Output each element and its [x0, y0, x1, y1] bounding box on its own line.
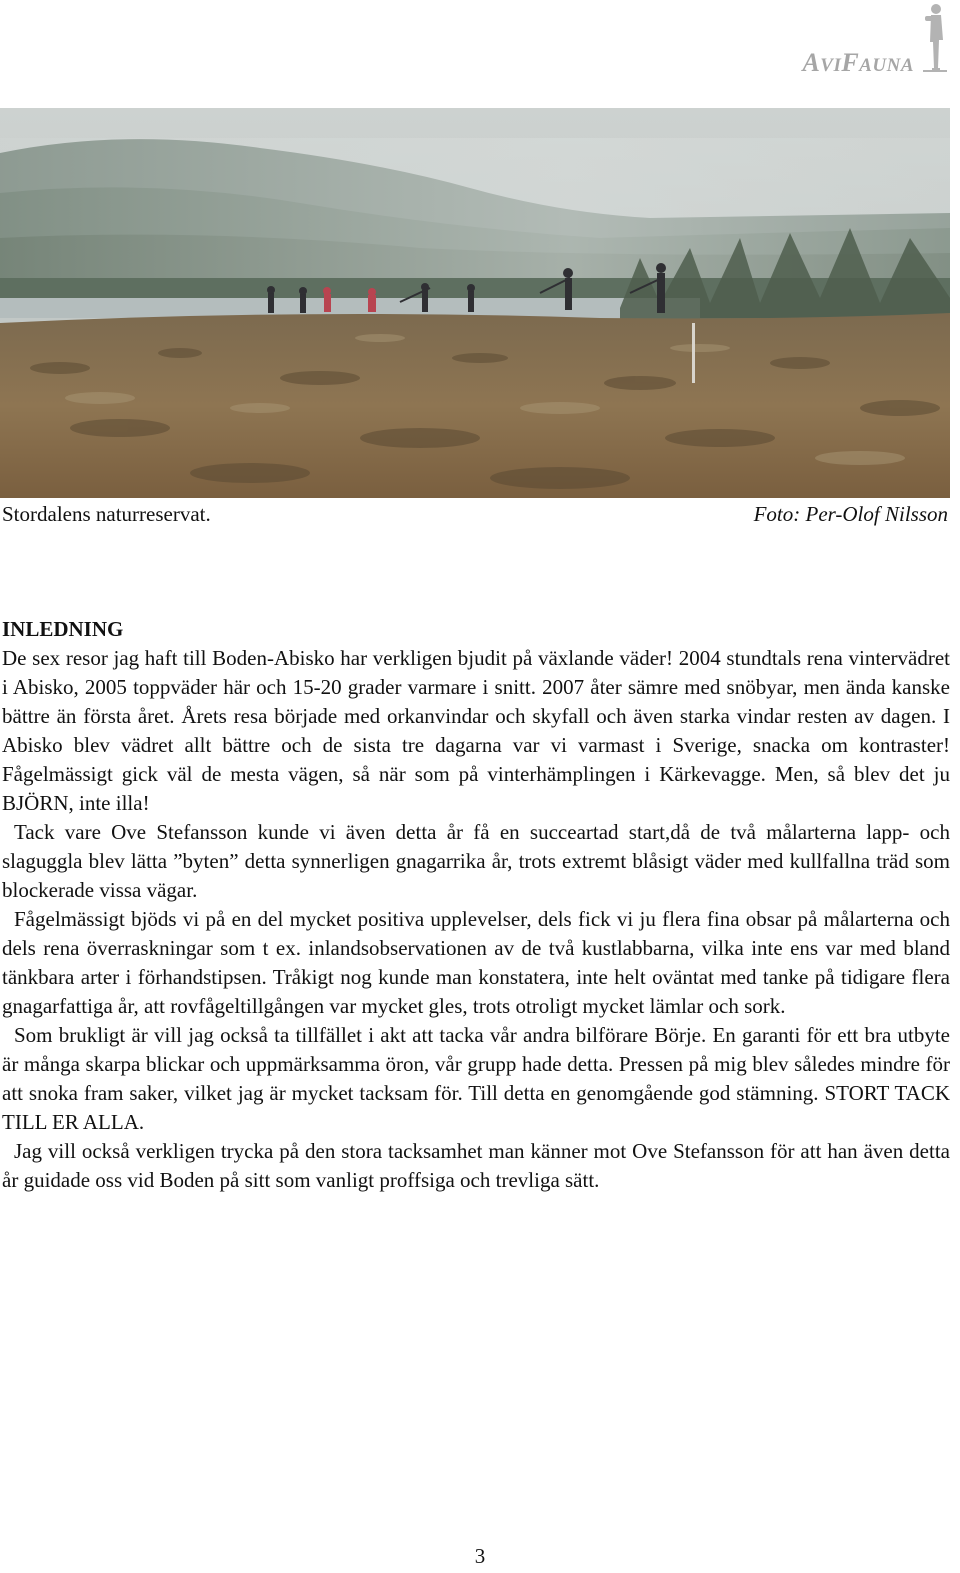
- paragraph-2: Tack vare Ove Stefansson kunde vi även detta år få en succeartad start,då de två målarterna lapp- och slaguggla blev lätta ”byten” detta synnerligen gnagarrika år, trots extremt blåsigt väder med kullfallna träd som blockerade vissa vägar.: [2, 820, 950, 902]
- caption-location: Stordalens naturreservat.: [2, 502, 211, 526]
- logo-letters-auna: AUNA: [859, 55, 914, 76]
- avifauna-logo: [770, 2, 950, 78]
- paragraph-4: Som brukligt är vill jag också ta tillfället i akt att tacka vår andra bilförare Börje. En garanti för ett bra utbyte är många skarpa blickar och uppmärksamma öron, vår grupp hade detta. Pressen på mig blev således mindre för att snoka fram saker, vilket jag är mycket tacksam för. Till detta en genomgående god stämning. STORT TACK TILL ER ALLA.: [2, 1023, 950, 1134]
- page-number: 3: [474, 1544, 486, 1568]
- paragraph-1: De sex resor jag haft till Boden-Abisko har verkligen bjudit på växlande väder! 2004 stundtals rena vintervädret i Abisko, 2005 toppväder här och 15-20 grader varmare i snitt. 2007 åter sämre med snöbyar, men ända kanske bättre än första året. Årets resa började med orkanvindar och skyfall och även starka vindar resten av dagen. I Abisko blev vädret allt bättre och de sista tre dagarna var vi varmast i Sverige, snacka om kontraster! Fågelmässigt gick väl de mesta vägen, så när som på vinterhämplingen i Kärkevagge. Men, så blev det ju BJÖRN, inte illa!: [2, 646, 950, 815]
- paragraph-3: Fågelmässigt bjöds vi på en del mycket positiva upplevelser, dels fick vi ju flera fina obsar på målarterna och dels rena överraskningar som t ex. inlandsobservationen av de två kustlabbarna, vilka inte ens var med bland tänkbara arter i förhandstipsen. Tråkigt nog kunde man konstatera, inte helt oväntat med tanke på tidigare flera gnagarfattiga år, att rovfågeltillgången var mycket gles, trots otroligt mycket lämlar och sork.: [2, 907, 950, 1018]
- caption-photo-credit: Foto: Per-Olof Nilsson: [753, 502, 948, 526]
- logo-letters-vi: VI: [820, 55, 842, 76]
- logo-letter-f: F: [841, 48, 860, 77]
- birdwatcher-figure-icon: [920, 2, 950, 74]
- logo-wordmark: [802, 48, 914, 78]
- section-heading: INLEDNING: [2, 617, 124, 641]
- paragraph-5: Jag vill också verkligen trycka på den stora tacksamhet man känner mot Ove Stefansson för att han även detta år guidade oss vid Boden på sitt som vanligt proffsiga och trevliga sätt.: [2, 1139, 950, 1192]
- landscape-photo: [0, 108, 950, 498]
- article-body: [2, 615, 950, 1195]
- logo-letter-a: A: [802, 48, 821, 77]
